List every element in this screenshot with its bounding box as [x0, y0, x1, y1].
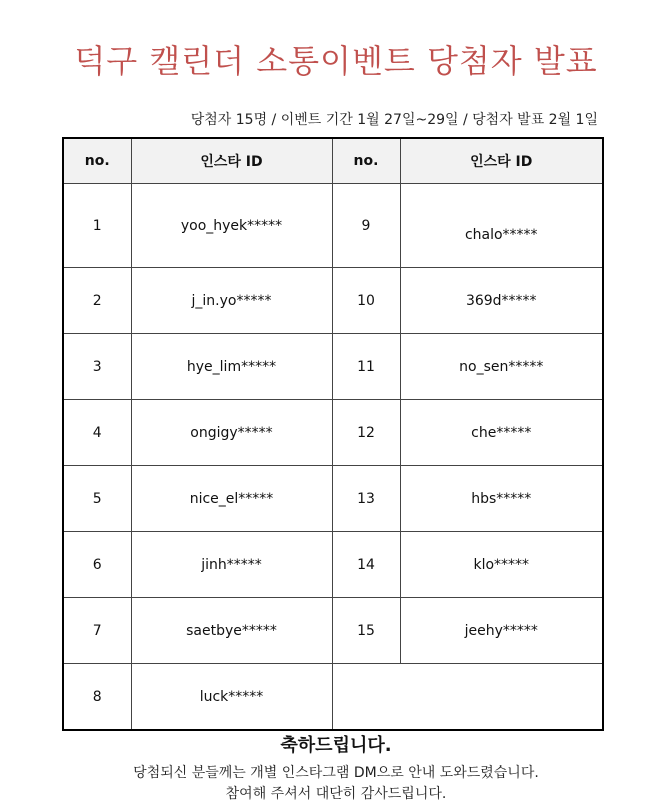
page-title: 덕구 캘린더 소통이벤트 당첨자 발표: [74, 42, 598, 80]
congratulations-text: 축하드립니다.: [280, 735, 392, 756]
header-no-left: no.: [63, 138, 131, 184]
table-row: [63, 532, 603, 598]
winner-id: saetbye*****: [131, 598, 332, 664]
winner-number: 9: [332, 184, 400, 268]
notice-line-2: 참여해 주셔서 대단히 감사드립니다.: [225, 786, 447, 802]
table-row: [63, 400, 603, 466]
winner-id: j_in.yo*****: [131, 268, 332, 334]
winner-number: 15: [332, 598, 400, 664]
event-summary: 당첨자 15명 / 이벤트 기간 1월 27일~29일 / 당첨자 발표 2월 1일: [190, 112, 598, 128]
winner-number: 2: [63, 268, 131, 334]
winner-number: 14: [332, 532, 400, 598]
winner-id: jinh*****: [131, 532, 332, 598]
winner-number: 4: [63, 400, 131, 466]
table-header-row: [63, 138, 603, 184]
winner-id: nice_el*****: [131, 466, 332, 532]
winner-id: hbs*****: [400, 466, 603, 532]
winner-number: 3: [63, 334, 131, 400]
header-id-left: 인스타 ID: [131, 138, 332, 184]
winner-id: ongigy*****: [131, 400, 332, 466]
table-row: [63, 334, 603, 400]
winner-id: che*****: [400, 400, 603, 466]
notice-line-1: 당첨되신 분들께는 개별 인스타그램 DM으로 안내 도와드렸습니다.: [133, 765, 539, 781]
table-row: [63, 598, 603, 664]
table-row: [63, 664, 603, 731]
winner-id: hye_lim*****: [131, 334, 332, 400]
winner-number: 10: [332, 268, 400, 334]
winner-number: 12: [332, 400, 400, 466]
table-row: [63, 184, 603, 268]
header-no-right: no.: [332, 138, 400, 184]
winner-id: 369d*****: [400, 268, 603, 334]
winner-number: 7: [63, 598, 131, 664]
header-id-right: 인스타 ID: [400, 138, 603, 184]
winner-number: 13: [332, 466, 400, 532]
winners-table: [62, 137, 604, 731]
winner-id: jeehy*****: [400, 598, 603, 664]
winner-id: chalo*****: [400, 184, 603, 268]
winner-id: luck*****: [131, 664, 332, 731]
table-row: [63, 466, 603, 532]
winner-number: 11: [332, 334, 400, 400]
winner-id: no_sen*****: [400, 334, 603, 400]
table-row: [63, 268, 603, 334]
winner-id: klo*****: [400, 532, 603, 598]
winner-number: 1: [63, 184, 131, 268]
winner-number: 5: [63, 466, 131, 532]
empty-cell: [332, 664, 603, 731]
winner-number: 6: [63, 532, 131, 598]
winner-id: yoo_hyek*****: [131, 184, 332, 268]
winner-number: 8: [63, 664, 131, 731]
